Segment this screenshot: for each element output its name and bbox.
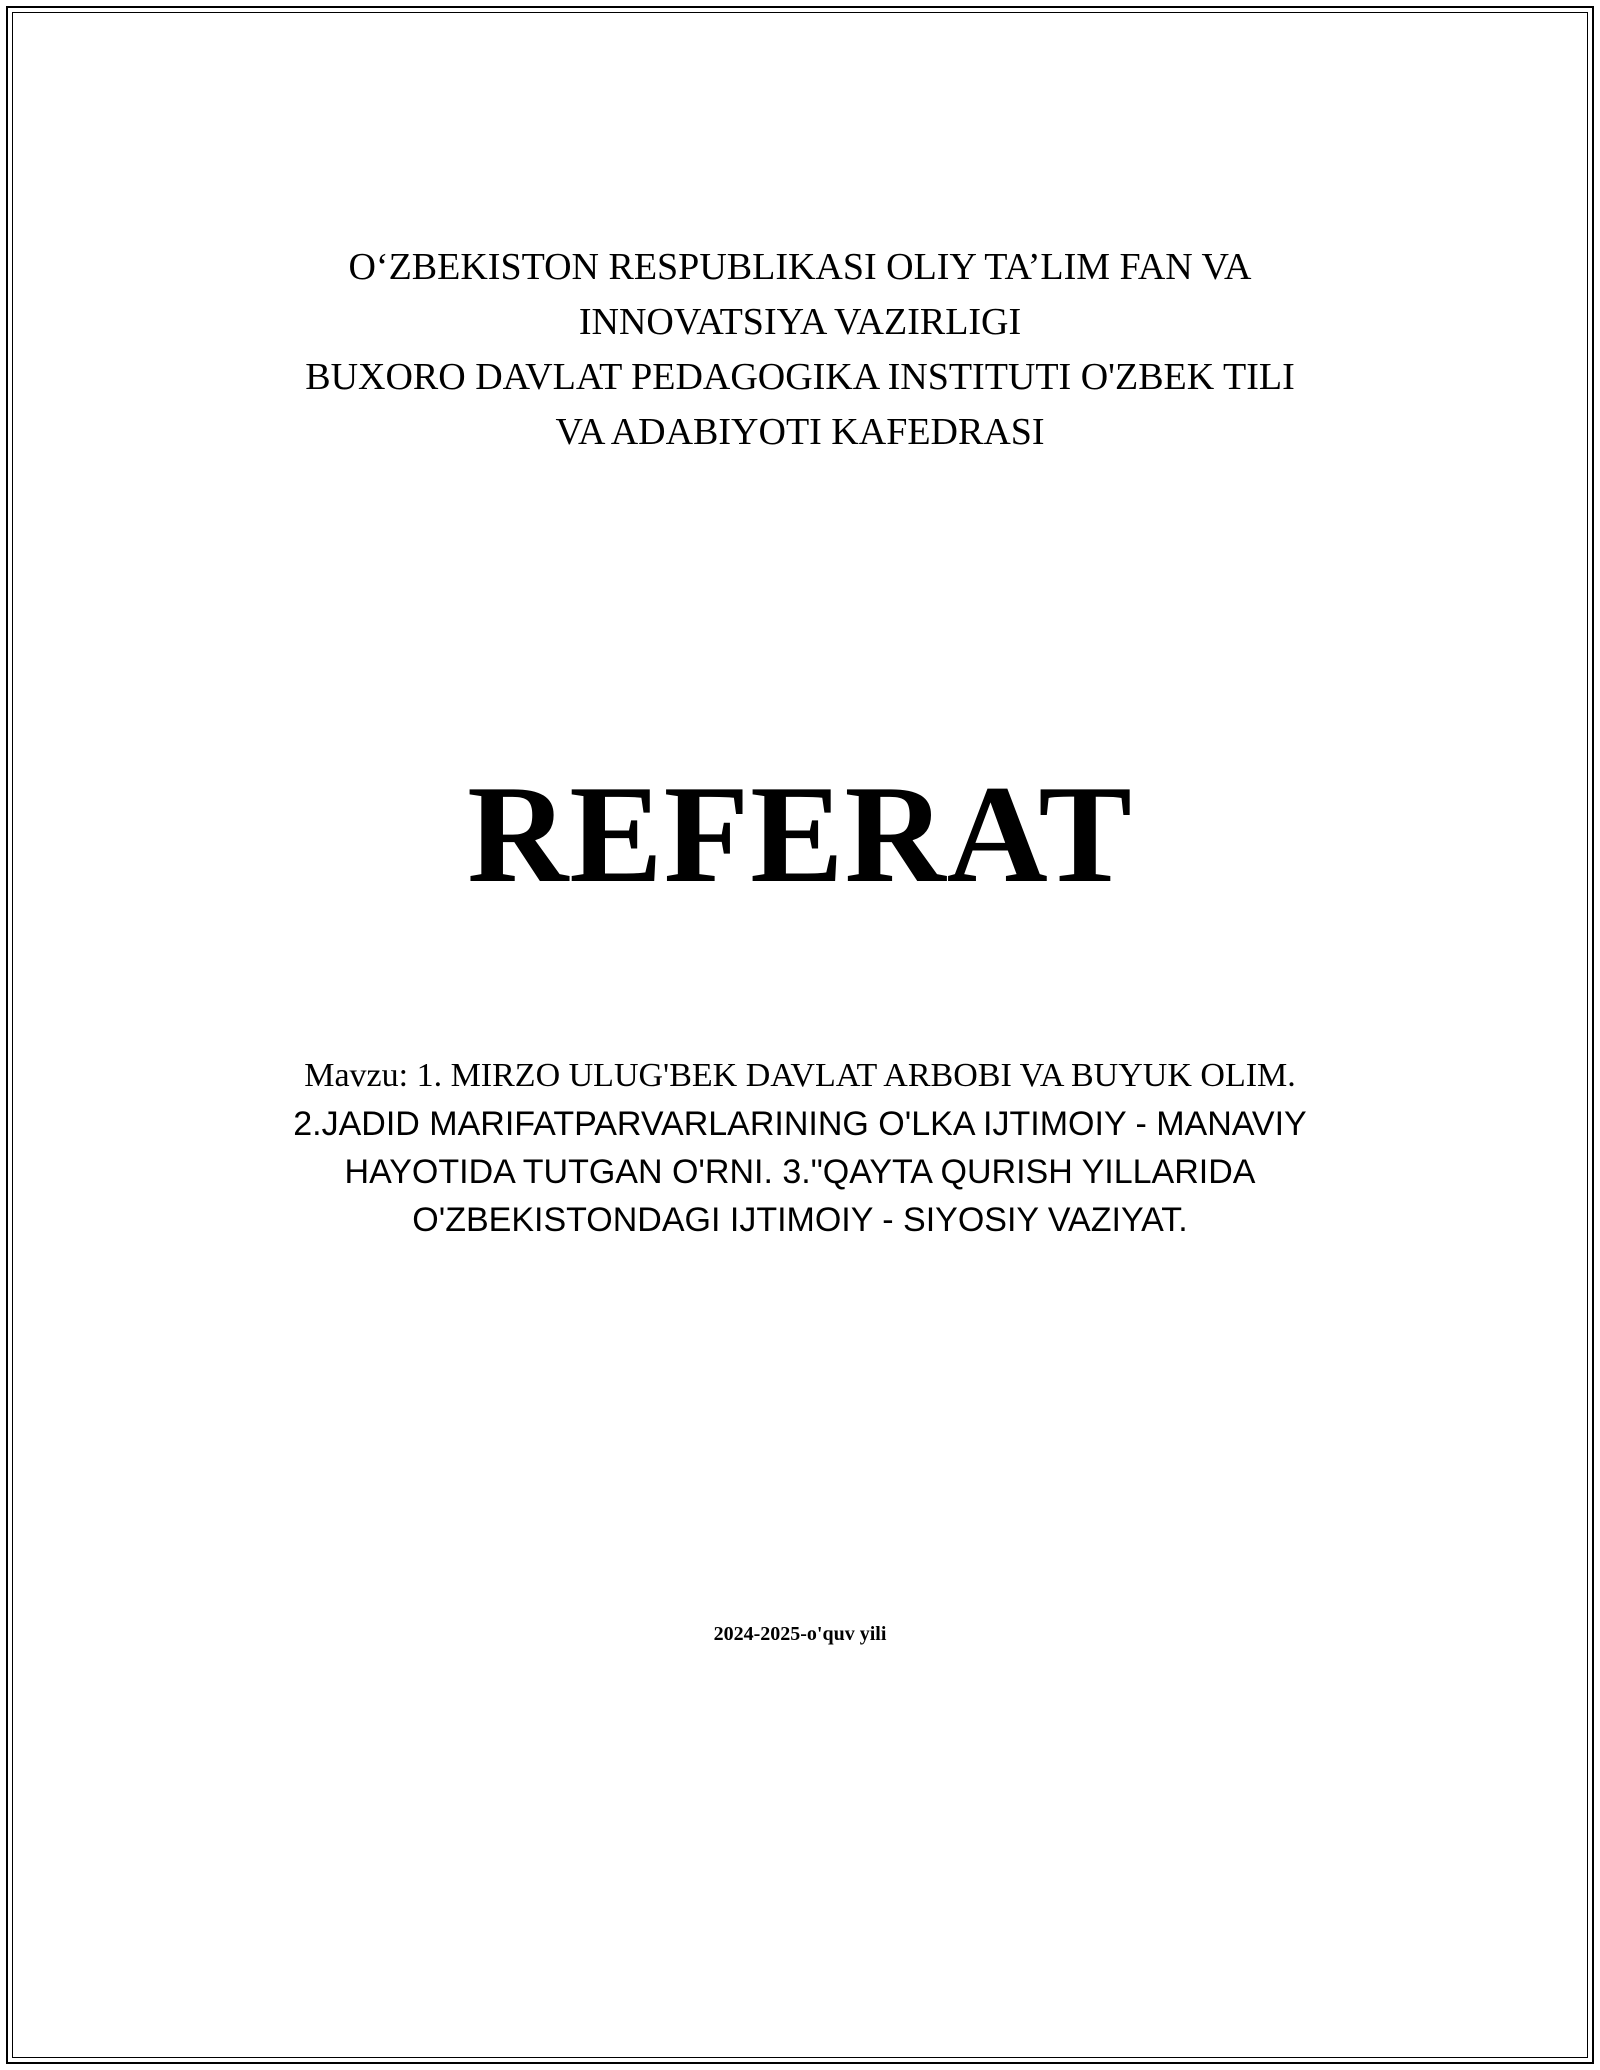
topic-label: Mavzu: [304,1057,409,1094]
topic-line-1 [0,1051,1600,1100]
topic-line-3: HAYOTIDA TUTGAN O'RNI. 3."QAYTA QURISH YILLARIDA [344,1153,1256,1191]
topic-block [0,1051,1600,1244]
topic-line-4: O'ZBEKISTONDAGI IJTIMOIY - SIYOSIY VAZIYAT. [412,1201,1188,1239]
topic-text-1: 1. MIRZO ULUG'BEK DAVLAT ARBOBI VA BUYUK OLIM. [408,1057,1296,1094]
ministry-header [0,240,1600,460]
header-line-1: O‘ZBEKISTON RESPUBLIKASI OLIY TA’LIM FAN VA [348,246,1252,288]
header-line-3: BUXORO DAVLAT PEDAGOGIKA INSTITUTI O'ZBEK TILI [305,356,1295,398]
document-title: REFERAT [467,757,1133,912]
header-line-4: VA ADABIYOTI KAFEDRASI [555,411,1045,453]
academic-year: 2024-2025-o'quv yili [713,1623,887,1645]
topic-line-2: 2.JADID MARIFATPARVARLARINING O'LKA IJTIMOIY - MANAVIY [293,1105,1307,1143]
header-line-2: INNOVATSIYA VAZIRLIGI [578,301,1022,343]
